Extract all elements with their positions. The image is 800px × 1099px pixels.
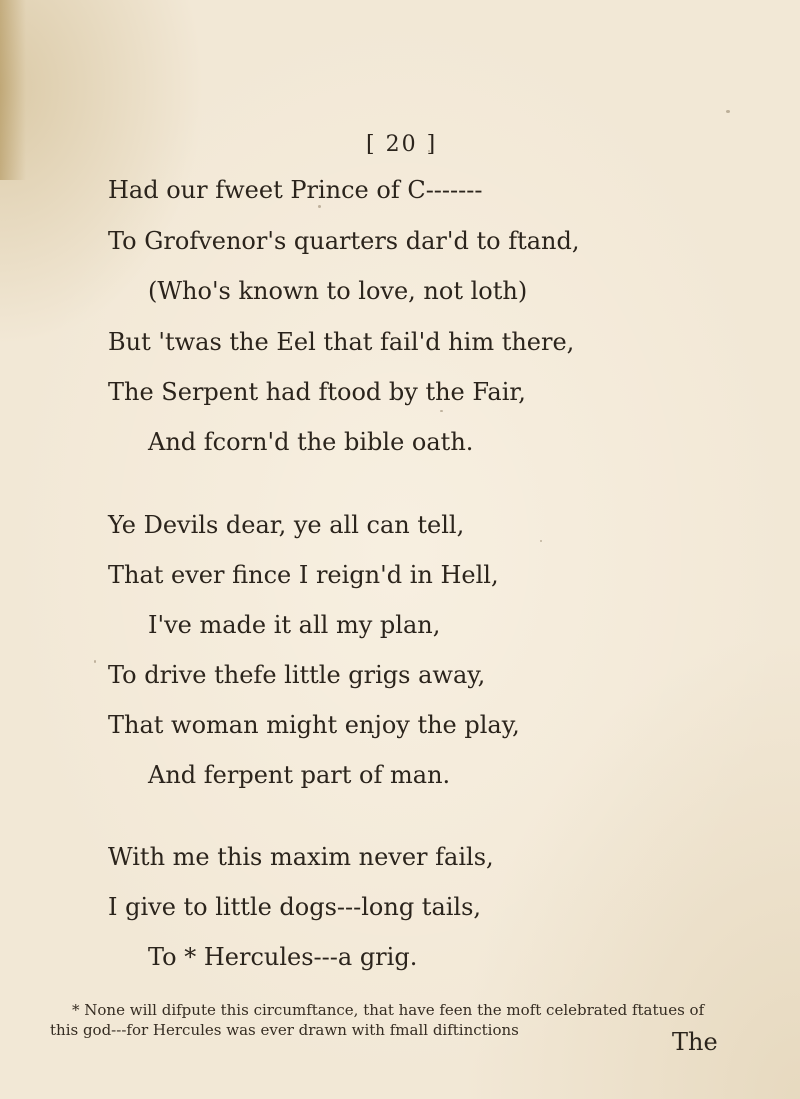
stanza-1-line-5: The Serpent had ftood by the Fair, [108,378,526,406]
stanza-1-line-2: To Grofvenor's quarters dar'd to ftand, [108,227,580,255]
stanza-1-line-3: (Who's known to love, not loth) [148,277,528,305]
paper-speck [318,205,321,208]
stanza-2-line-4: To drive thefe little grigs away, [108,661,486,689]
stanza-1-line-1: Had our fweet Prince of C------- [108,176,483,204]
stanza-3-line-3: To * Hercules---a grig. [148,943,418,971]
stanza-1-line-6: And fcorn'd the bible oath. [148,428,474,456]
stanza-2-line-3: I've made it all my plan, [148,611,441,639]
paper-speck [428,150,430,152]
stanza-1-line-4: But 'twas the Eel that fail'd him there, [108,328,575,356]
paper-speck [440,410,443,412]
catchword: The [672,1028,718,1056]
edge-stain [0,0,26,180]
stanza-3-line-2: I give to little dogs---long tails, [108,893,482,921]
paper-speck [540,540,542,542]
stanza-2-line-2: That ever fince I reign'd in Hell, [108,561,499,589]
paper-speck [726,110,730,113]
footnote-line-2: this god---for Hercules was ever drawn with fmall diftinctions [50,1021,519,1039]
stanza-2-line-6: And ferpent part of man. [148,761,451,789]
page-number: [ 20 ] [366,132,438,157]
stanza-2-line-1: Ye Devils dear, ye all can tell, [108,511,465,539]
footnote-line-1: * None will difpute this circumftance, that have feen the moft celebrated ftatues of [72,1001,705,1019]
stanza-3-line-1: With me this maxim never fails, [108,843,494,871]
footnote [50,1000,760,1040]
paper-speck [94,660,96,663]
stanza-2-line-5: That woman might enjoy the play, [108,711,520,739]
